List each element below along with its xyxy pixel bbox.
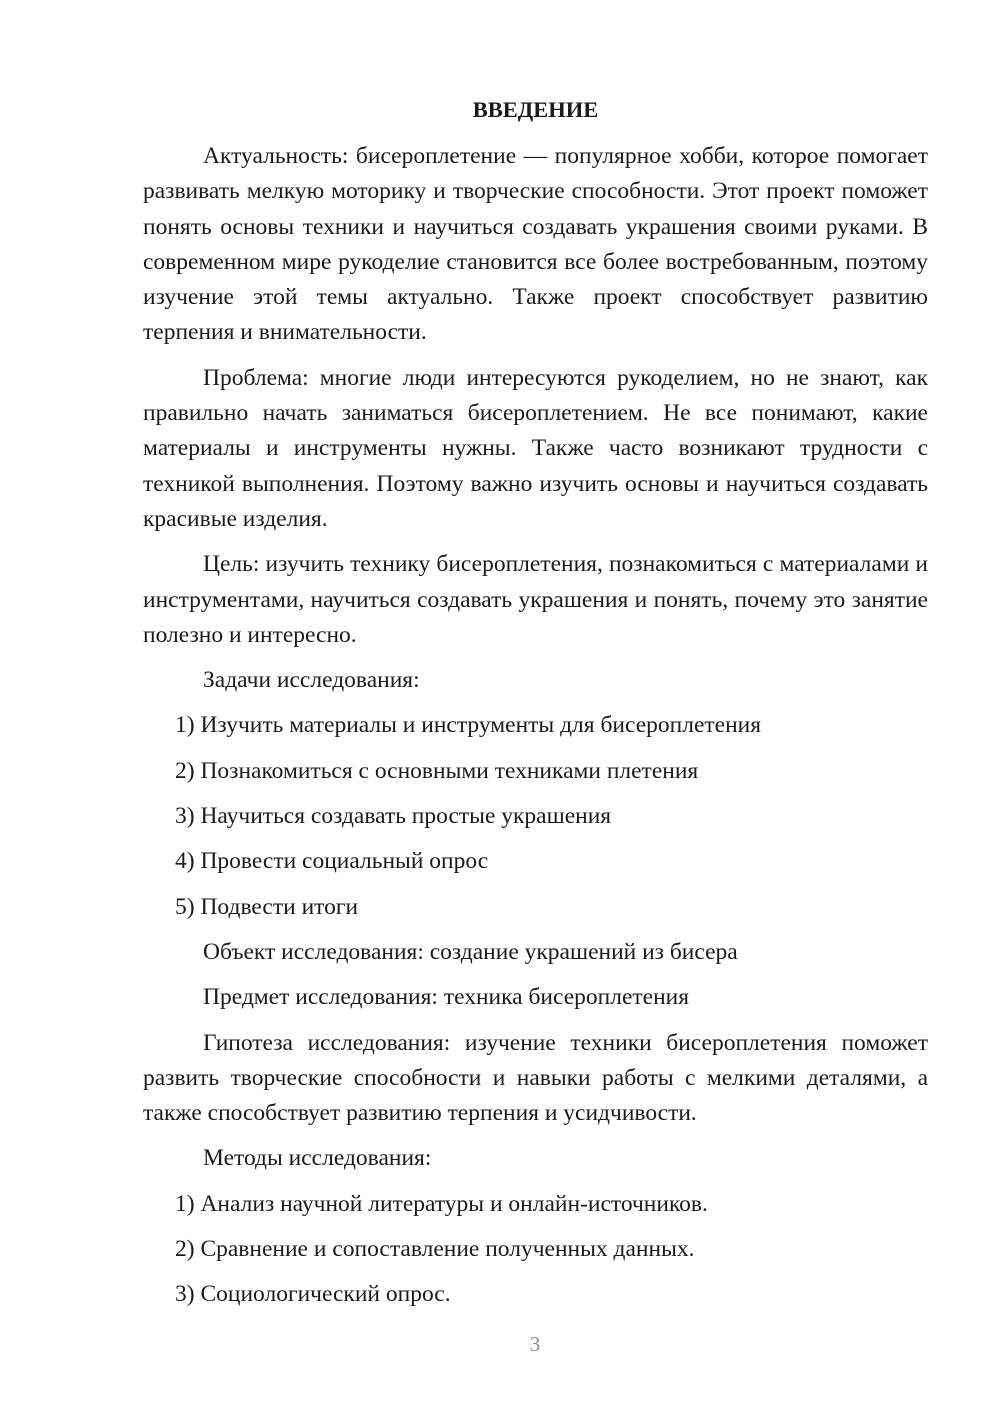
method-item: 1) Анализ научной литературы и онлайн-источников. [175, 1190, 708, 1217]
research-object: Объект исследования: создание украшений из бисера [203, 938, 738, 965]
relevance-paragraph: Актуальность: бисероплетение — популярное хобби, которое помогает развивать мелкую моторику и творческие способности. Этот проект поможет понять основы техники и научиться создавать украшения своими руками. В современном мире рукоделие становится все более востребованным, поэтому изучение этой темы актуально. Также проект способствует развитию терпения и внимательности. [143, 143, 928, 346]
methods-label: Методы исследования: [203, 1145, 432, 1172]
task-item: 5) Подвести итоги [175, 893, 359, 920]
method-item: 3) Социологический опрос. [175, 1281, 451, 1308]
task-item: 1) Изучить материалы и инструменты для бисероплетения [175, 712, 762, 739]
problem-paragraph: Проблема: многие люди интересуются рукоделием, но не знают, как правильно начать заниматься бисероплетением. Не все понимают, какие материалы и инструменты нужны. Также часто возникают трудности с техникой выполнения. Поэтому важно изучить основы и научиться создавать красивые изделия. [143, 364, 928, 532]
method-item: 2) Сравнение и сопоставление полученных данных. [175, 1236, 695, 1263]
page-title: ВВЕДЕНИЕ [472, 97, 599, 122]
research-subject: Предмет исследования: техника бисероплетения [203, 984, 690, 1011]
goal-paragraph: Цель: изучить технику бисероплетения, познакомиться с материалами и инструментами, научиться создавать украшения и понять, почему это занятие полезно и интересно. [143, 551, 928, 648]
tasks-label: Задачи исследования: [203, 667, 420, 694]
hypothesis-paragraph: Гипотеза исследования: изучение техники бисероплетения поможет развить творческие способности и навыки работы с мелкими деталями, а также способствует развитию терпения и усидчивости. [143, 1029, 928, 1127]
task-item: 2) Познакомиться с основными техниками плетения [175, 757, 699, 784]
page-content [143, 92, 928, 1323]
page-number: 3 [529, 1332, 541, 1356]
task-item: 4) Провести социальный опрос [175, 848, 489, 875]
task-item: 3) Научиться создавать простые украшения [175, 803, 612, 830]
